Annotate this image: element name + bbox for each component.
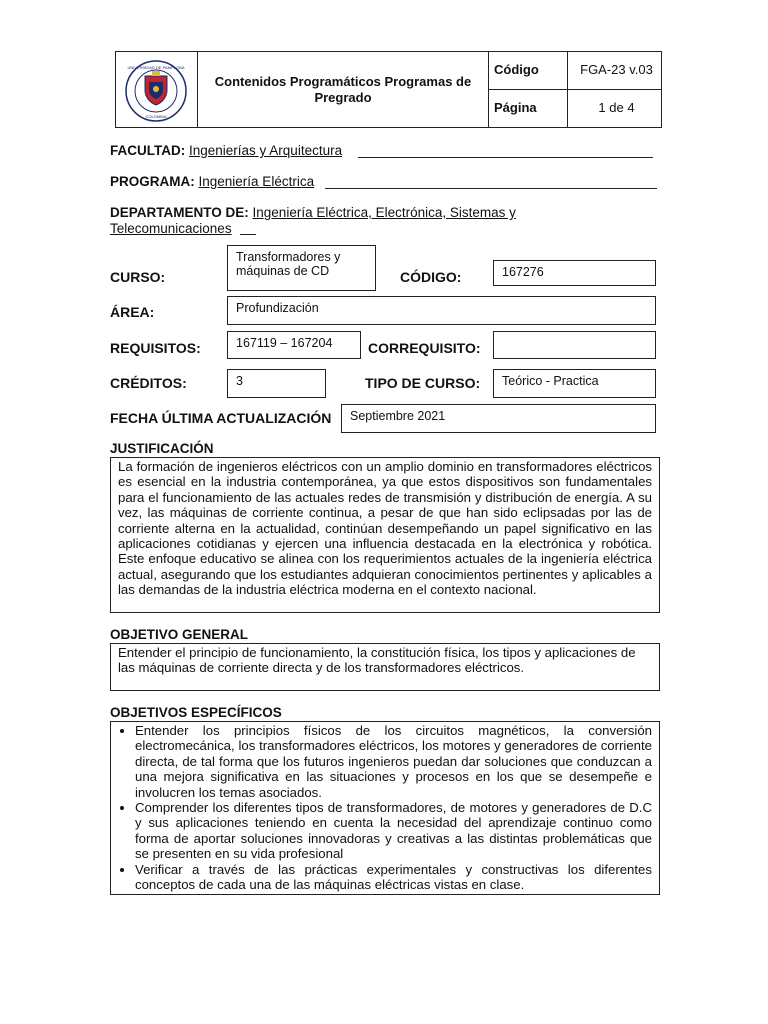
facultad-underline <box>358 157 653 158</box>
correquisito-label: CORREQUISITO: <box>368 340 481 356</box>
university-seal-logo <box>125 60 187 122</box>
tipo-curso-value: Teórico - Practica <box>493 369 656 398</box>
creditos-label: CRÉDITOS: <box>110 375 187 391</box>
requisitos-value: 167119 – 167204 <box>227 331 361 359</box>
departamento-label: DEPARTAMENTO DE: <box>110 205 249 220</box>
justificacion-title: JUSTIFICACIÓN <box>110 441 214 456</box>
programa-underline <box>325 188 657 189</box>
requisitos-label: REQUISITOS: <box>110 340 201 356</box>
facultad-label: FACULTAD: <box>110 143 186 158</box>
departamento-value-line1: Ingeniería Eléctrica, Electrónica, Sistemas y <box>252 205 516 220</box>
justificacion-text: La formación de ingenieros eléctricos con un amplio dominio en transformadores eléctricos es esencial en la industria contemporánea, ya que estos dispositivos son fundamentales para el funcionamiento de las actuales redes de transmisión y distribución de energía. A su vez, las máquinas de corriente continua, a pesar de que han sido eclipsadas por las de corriente alterna en la actualidad, continúan desempeñando un papel significativo en las aplicaciones cotidianas y ejercen una influencia destacada en la electrónica y robótica. Este enfoque educativo se alinea con los requerimientos actuales de la ingeniería eléctrica actual, asegurando que los estudiantes adquieran conocimientos pertinentes y aplicables a las demandas de la industria eléctrica moderna en el contexto nacional. <box>118 459 652 598</box>
facultad-field <box>110 143 342 158</box>
document-header-table <box>115 51 662 128</box>
header-codigo-value: FGA-23 v.03 <box>580 62 653 77</box>
objetivos-especificos-box <box>110 721 660 895</box>
header-codigo-label: Código <box>494 62 539 77</box>
fecha-actualizacion-label: FECHA ÚLTIMA ACTUALIZACIÓN <box>110 410 332 426</box>
correquisito-value <box>493 331 656 359</box>
objetivos-especificos-title: OBJETIVOS ESPECÍFICOS <box>110 705 282 720</box>
objetivos-especificos-list <box>113 723 652 892</box>
creditos-value: 3 <box>227 369 326 398</box>
fecha-actualizacion-value: Septiembre 2021 <box>341 404 656 433</box>
header-pagina-value: 1 de 4 <box>598 100 635 115</box>
logo-text-top: UNIVERSIDAD DE PAMPLONA <box>127 65 185 70</box>
curso-label: CURSO: <box>110 269 166 285</box>
departamento-field <box>110 205 580 237</box>
objetivo-general-text: Entender el principio de funcionamiento, la constitución física, los tipos y aplicaciones de las máquinas de corriente directa y de los transformadores eléctricos. <box>118 645 636 676</box>
codigo-label: CÓDIGO: <box>400 269 462 285</box>
tipo-curso-label: TIPO DE CURSO: <box>365 375 481 391</box>
curso-value: Transformadores y máquinas de CD <box>227 245 376 291</box>
objetivo-especifico-item: • Verificar a través de las prácticas experimentales y constructivas los diferentes conceptos de cada una de las máquinas eléctricas vistas en clase. <box>135 862 652 893</box>
departamento-underline <box>240 234 256 235</box>
document-title: Contenidos Programáticos Programas de Pregrado <box>214 74 472 105</box>
codigo-value: 167276 <box>493 260 656 286</box>
facultad-value: Ingenierías y Arquitectura <box>189 143 343 158</box>
objetivo-general-title: OBJETIVO GENERAL <box>110 627 249 642</box>
area-value: Profundización <box>227 296 656 325</box>
programa-label: PROGRAMA: <box>110 174 195 189</box>
area-label: ÁREA: <box>110 304 155 320</box>
objetivo-especifico-item: • Entender los principios físicos de los circuitos magnéticos, la conversión electromecánica, los transformadores eléctricos, los motores y generadores de corriente directa, de tal forma que los futuros ingenieros puedan dar soluciones que conduzcan a una mejora significativa en las situaciones y procesos en los que se desempeñe e involucren los temas asociados. <box>135 723 652 800</box>
departamento-value-line2: Telecomunicaciones <box>110 221 232 236</box>
header-divider <box>489 89 661 90</box>
programa-value: Ingeniería Eléctrica <box>198 174 315 189</box>
justificacion-box <box>110 457 660 613</box>
logo-text-bottom: COLOMBIA <box>145 114 167 119</box>
objetivo-especifico-item: • Comprender los diferentes tipos de transformadores, de motores y generadores de D.C y sus aplicaciones teniendo en cuenta la necesidad del aprendizaje continuo como forma de aportar soluciones innovadoras y creativas a las distintas problemáticas que se presenten en su vida profesional <box>135 800 652 862</box>
header-pagina-label: Página <box>494 100 537 115</box>
objetivo-general-box <box>110 643 660 691</box>
programa-field <box>110 174 314 189</box>
